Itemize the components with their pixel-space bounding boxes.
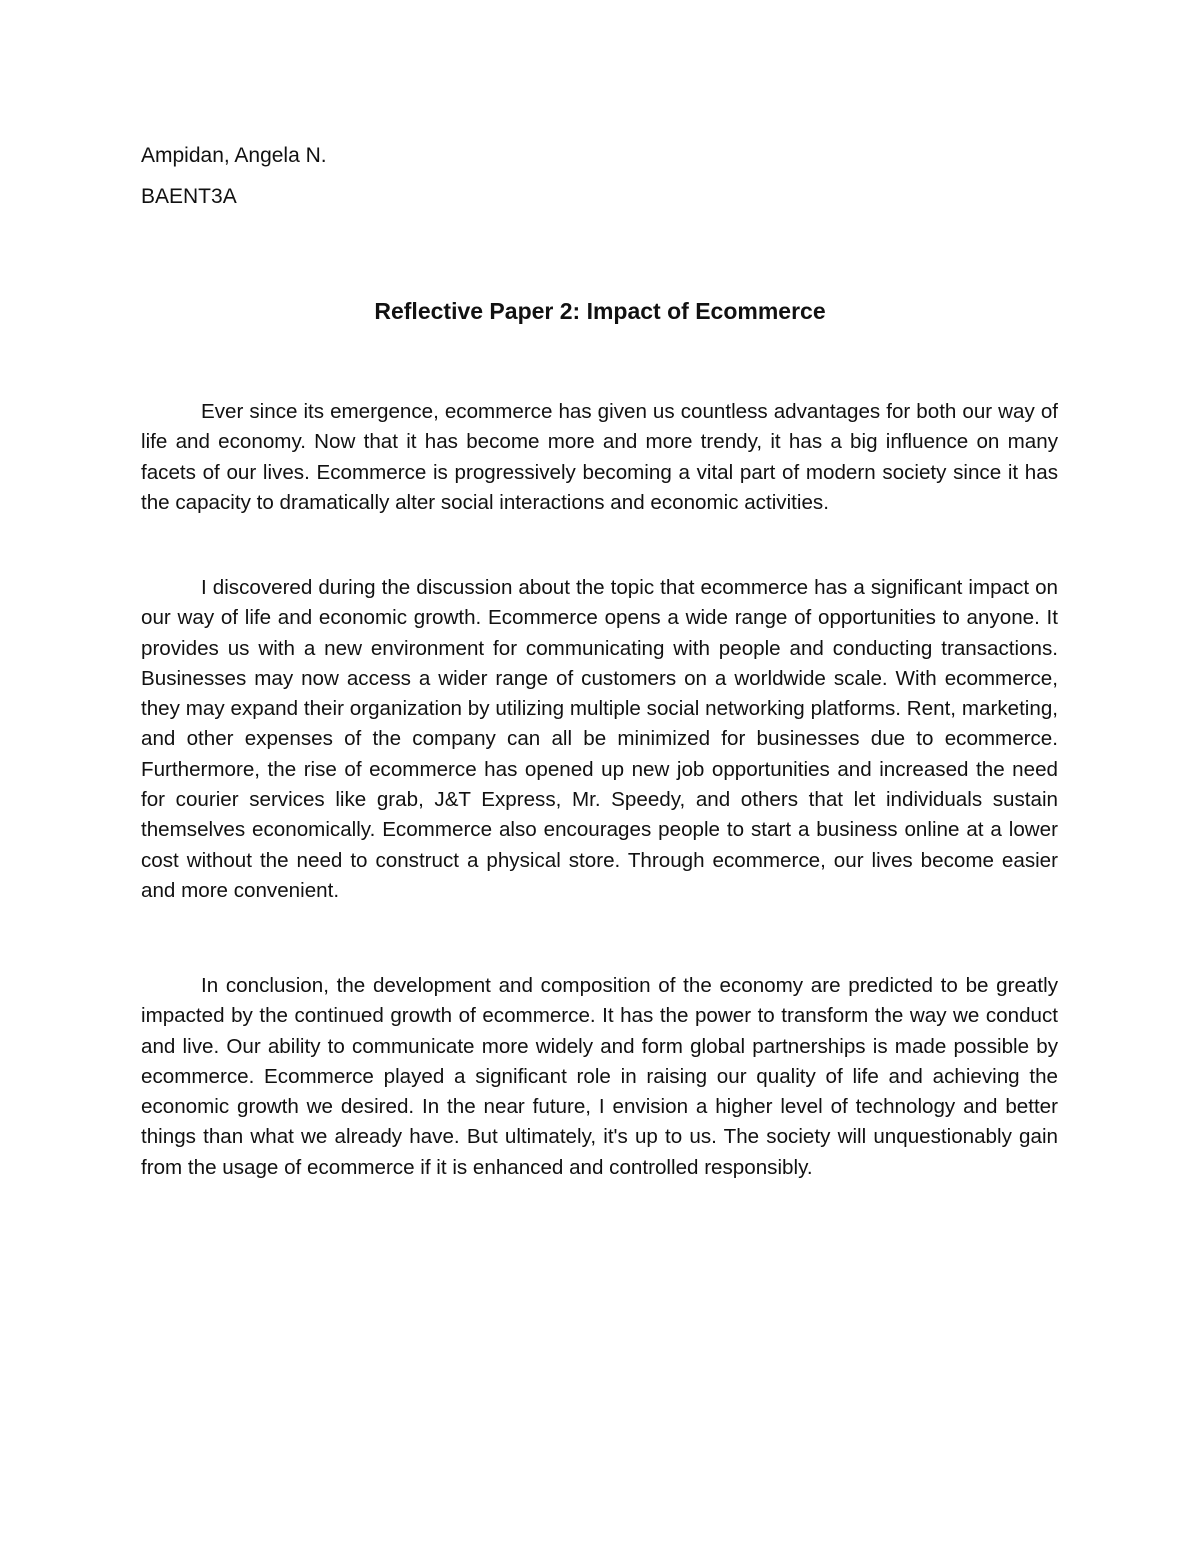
paper-title: Reflective Paper 2: Impact of Ecommerce [374,298,826,324]
body-paragraph-2: I discovered during the discussion about the topic that ecommerce has a significant impact on our way of life and economic growth. Ecommerce opens a wide range of opportunities to anyone. It provides us with a new environment for communicating with people and conducting transactions. Businesses may now access a wider range of customers on a worldwide scale. With ecommerce, they may expand their organization by utilizing multiple social networking platforms. Rent, marketing, and other expenses of the company can all be minimized for businesses due to ecommerce. Furthermore, the rise of ecommerce has opened up new job opportunities and increased the need for courier services like grab, J&T Express, Mr. Speedy, and others that let individuals sustain themselves economically. Ecommerce also encourages people to start a business online at a lower cost without the need to construct a physical store. Through ecommerce, our lives become easier and more convenient. [141,576,1058,902]
body-paragraph-3: In conclusion, the development and composition of the economy are predicted to be greatly impacted by the continued growth of ecommerce. It has the power to transform the way we conduct and live. Our ability to communicate more widely and form global partnerships is made possible by ecommerce. Ecommerce played a significant role in raising our quality of life and achieving the economic growth we desired. In the near future, I envision a higher level of technology and better things than what we already have. But ultimately, it's up to us. The society will unquestionably gain from the usage of ecommerce if it is enhanced and controlled responsibly. [141,974,1058,1179]
class-section: BAENT3A [141,185,237,208]
body-paragraph-1: Ever since its emergence, ecommerce has given us countless advantages for both our way of life and economy. Now that it has become more and more trendy, it has a big influence on many facets of our lives. Ecommerce is progressively becoming a vital part of modern society since it has the capacity to dramatically alter social interactions and economic activities. [141,400,1058,514]
author-name: Ampidan, Angela N. [141,144,327,167]
